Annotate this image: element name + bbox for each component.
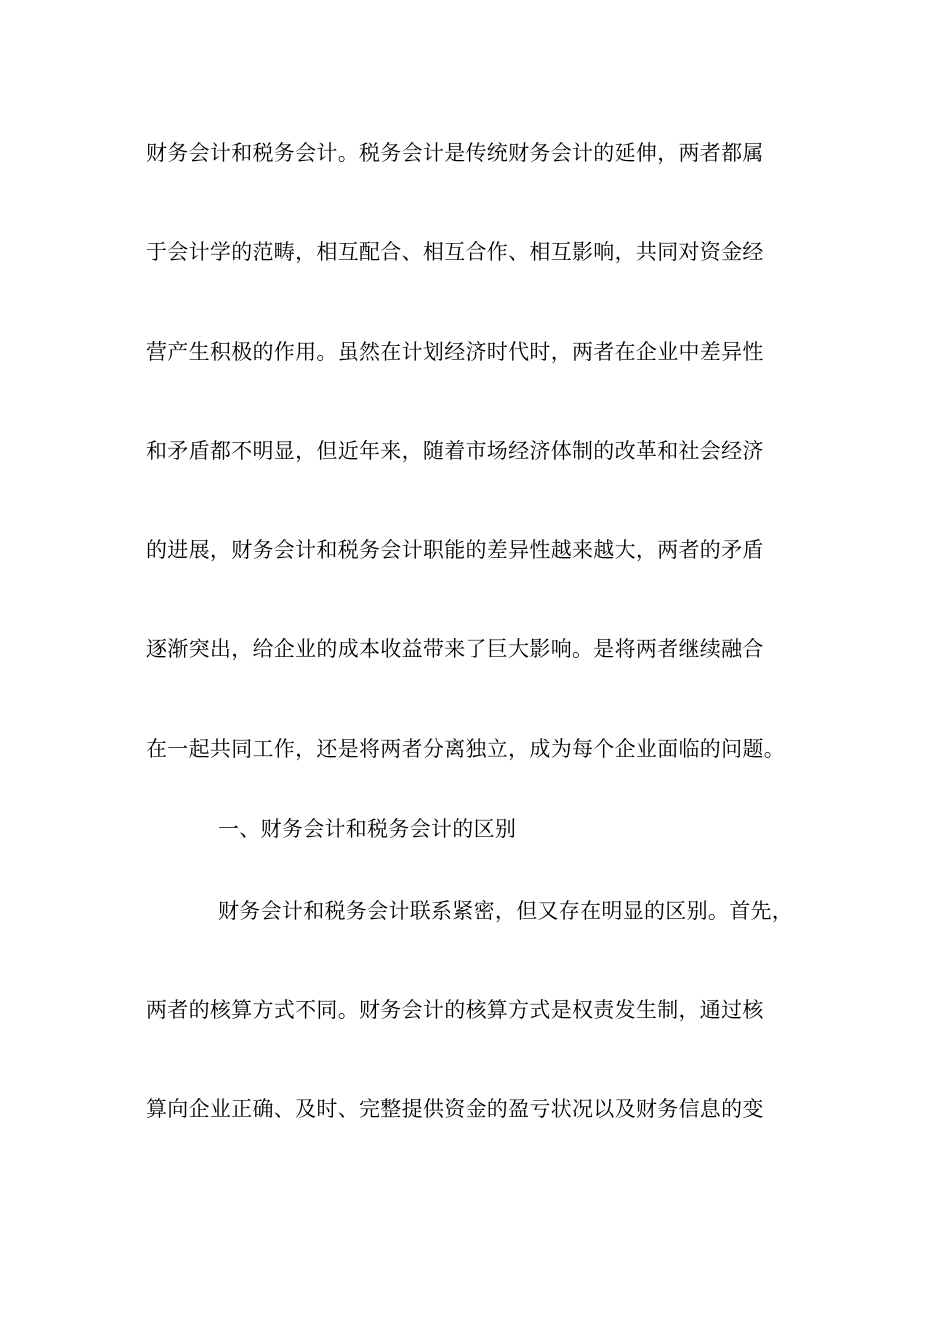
paragraph-2-line-1: 财务会计和税务会计联系紧密，但又存在明显的区别。首先， — [218, 899, 794, 923]
paragraph-2-line-3: 算向企业正确、及时、完整提供资金的盈亏状况以及财务信息的变 — [146, 1097, 764, 1121]
paragraph-1-line-2: 于会计学的范畴，相互配合、相互合作、相互影响，共同对资金经 — [146, 240, 764, 264]
paragraph-1-line-7: 在一起共同工作，还是将两者分离独立，成为每个企业面临的问题。 — [146, 737, 785, 761]
paragraph-1-line-6: 逐渐突出，给企业的成本收益带来了巨大影响。是将两者继续融合 — [146, 637, 764, 661]
paragraph-1-line-3: 营产生积极的作用。虽然在计划经济时代时，两者在企业中差异性 — [146, 340, 764, 364]
paragraph-1-line-5: 的进展，财务会计和税务会计职能的差异性越来越大，两者的矛盾 — [146, 538, 764, 562]
paragraph-2-line-2: 两者的核算方式不同。财务会计的核算方式是权责发生制，通过核 — [146, 998, 764, 1022]
paragraph-1-line-1: 财务会计和税务会计。税务会计是传统财务会计的延伸，两者都属 — [146, 141, 764, 165]
paragraph-1-line-4: 和矛盾都不明显，但近年来，随着市场经济体制的改革和社会经济 — [146, 439, 764, 463]
section-heading: 一、财务会计和税务会计的区别 — [218, 817, 517, 841]
